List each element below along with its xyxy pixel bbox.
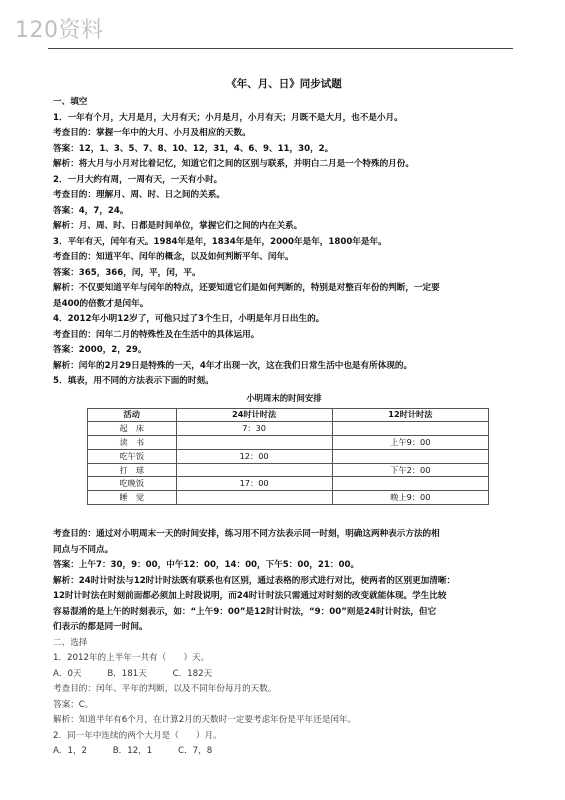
q3-explanation: 解析：不仅要知道平年与闰年的特点，还要知道它们是如何判断的，特别是对整百年份的判断，一定要 xyxy=(53,283,440,293)
time24-cell: 7：30 xyxy=(176,422,332,436)
c1-explanation: 解析：知道半年有6个月，在计算2月的天数时一定要考虑年份是平年还是闰年。 xyxy=(53,715,357,726)
c1-question: 1．2012年的上半年一共有（ ）天。 xyxy=(53,653,210,664)
q2-answer: 答案：4，7，24。 xyxy=(53,205,129,216)
schedule-table xyxy=(87,408,489,506)
q2-explanation: 解析：月、周、时、日都是时间单位，掌握它们之间的内在关系。 xyxy=(53,221,303,231)
q1-aim: 考查目的：掌握一年中的大月、小月及相应的天数。 xyxy=(53,128,251,138)
watermark-logo: 120资料 xyxy=(15,18,104,43)
time24-cell: 17：00 xyxy=(176,477,332,491)
activity-cell: 吃晚饭 xyxy=(88,477,177,491)
q3-explanation-cont: 是400的倍数才是闰年。 xyxy=(53,298,149,309)
q5-aim: 考查目的：通过对小明周末一天的时间安排，练习用不同方法表示同一时刻，明确这两种表示方法的相 xyxy=(53,529,440,540)
table-row xyxy=(88,422,489,436)
table-row xyxy=(88,436,489,450)
time12-cell: 下午2：00 xyxy=(332,463,488,477)
q3-answer: 答案：365，366，闰，平，闰，平。 xyxy=(53,267,201,278)
c2-options: A．1，2 B．12，1 C．7，8 xyxy=(53,746,213,757)
q3-question: 3．平年有天，闰年有天。1984年是年，1834年是年，2000年是年，1800年是年。 xyxy=(53,236,387,247)
q4-answer: 答案：2000，2，29。 xyxy=(53,345,147,355)
time24-cell xyxy=(176,491,332,505)
time12-cell: 晚上9：00 xyxy=(332,491,488,505)
q5-explanation: 解析：24时计时法与12时计时法既有联系也有区别，通过表格的形式进行对比，使两者的区别更加清晰： xyxy=(53,575,456,586)
header-divider xyxy=(48,48,513,49)
time24-cell xyxy=(176,436,332,450)
q5-question: 5．填表，用不同的方法表示下面的时刻。 xyxy=(53,376,214,386)
q4-question: 4．2012年小明12岁了，可他只过了3个生日，小明是年月日出生的。 xyxy=(53,314,325,324)
page-title: 《年、月、日》同步试题 xyxy=(226,78,342,90)
q2-question: 2．一月大约有周，一周有天，一天有小时。 xyxy=(53,174,223,185)
table-row xyxy=(88,463,489,477)
table-header-row xyxy=(88,408,489,422)
q4-aim: 考查目的：闰年二月的特殊性及在生活中的具体运用。 xyxy=(53,329,260,340)
table-row xyxy=(88,477,489,491)
time12-cell: 上午9：00 xyxy=(332,436,488,450)
c1-answer: 答案：C。 xyxy=(53,699,94,710)
table-row xyxy=(88,491,489,505)
activity-cell: 睡 觉 xyxy=(88,491,177,505)
time12-cell xyxy=(332,449,488,463)
activity-cell: 读 书 xyxy=(88,436,177,450)
activity-cell: 吃午饭 xyxy=(88,449,177,463)
schedule-table-title: 小明周末的时间安排 xyxy=(246,392,322,403)
q5-aim-cont: 同点与不同点。 xyxy=(53,544,114,555)
c1-aim: 考查目的：闰年、平年的判断，以及不同年份每月的天数。 xyxy=(53,684,277,695)
q4-explanation: 解析：闰年的2月29日是特殊的一天，4年才出现一次，这在我们日常生活中也是有所体现的。 xyxy=(53,360,413,371)
activity-cell: 起 床 xyxy=(88,422,177,436)
c2-question: 2．同一年中连续的两个大月是（ ）月。 xyxy=(53,730,222,741)
column-header: 24时计时法 xyxy=(176,408,332,422)
time12-cell xyxy=(332,477,488,491)
section-heading-choice: 二、选择 xyxy=(53,637,88,648)
section-heading-fill: 一、填空 xyxy=(53,97,88,107)
q5-answer: 答案：上午7：30，9：00，中午12：00，14：00，下午5：00，21：00。 xyxy=(53,560,360,571)
time24-cell xyxy=(176,463,332,477)
q3-aim: 考查目的：知道平年、闰年的概念，以及如何判断平年、闰年。 xyxy=(53,252,294,262)
q5-explanation-cont: 容易混淆的是上午的时刻表示，如：“上午9：00”是12时计时法，“9：00”则是24时计时法，但它 xyxy=(53,606,437,617)
q1-question: 1．一年有个月，大月是月，大月有天；小月是月，小月有天；月既不是大月，也不是小月。 xyxy=(53,112,403,123)
q5-explanation-cont: 们表示的都是同一时间。 xyxy=(53,622,148,633)
q2-aim: 考查目的：理解月、周、时、日之间的关系。 xyxy=(53,190,225,200)
column-header: 12时计时法 xyxy=(332,408,488,422)
column-header: 活动 xyxy=(88,408,177,422)
document-body xyxy=(53,76,515,760)
c1-options: A．0天 B．181天 C．182天 xyxy=(53,668,213,679)
activity-cell: 打 球 xyxy=(88,463,177,477)
q1-answer: 答案：12，1、3、5、7、8、10、12，31，4、6、9、11，30，2。 xyxy=(53,143,334,154)
time24-cell: 12：00 xyxy=(176,449,332,463)
time12-cell xyxy=(332,422,488,436)
table-row xyxy=(88,449,489,463)
q1-explanation: 解析：将大月与小月对比着记忆，知道它们之间的区别与联系，并明白二月是一个特殊的月份。 xyxy=(53,159,414,169)
q5-explanation-cont: 12时计时法在时刻前面都必须加上时段说明，而24时计时法只需通过对时刻的改变就能体现。学生比较 xyxy=(53,591,447,602)
